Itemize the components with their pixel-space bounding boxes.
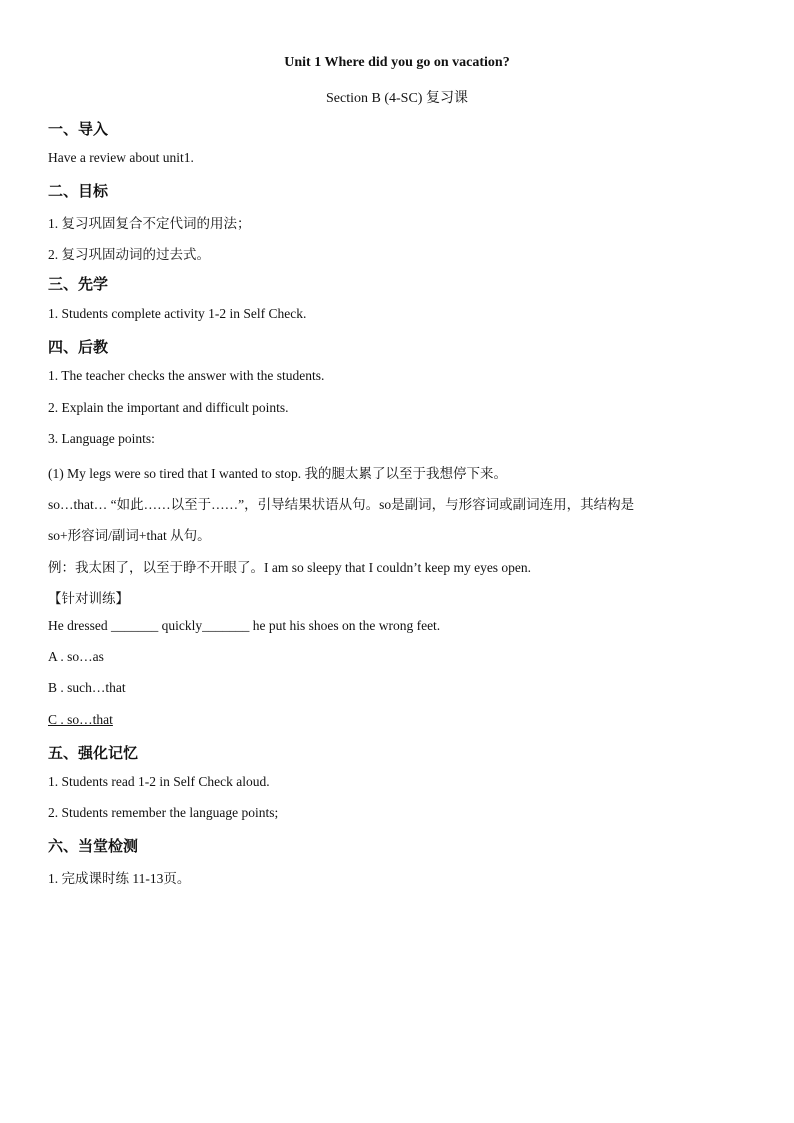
- option-b: B . such…that: [48, 680, 126, 695]
- question-line: He dressed _______ quickly_______ he put his shoes on the wrong feet.: [48, 618, 441, 633]
- option-c-answer: C . so…that: [48, 712, 113, 727]
- section-heading-3: 三、先学: [48, 275, 109, 293]
- text-line: 2. Students remember the language points;: [48, 805, 279, 820]
- text-line: 1. 完成课时练 11-13页。: [48, 871, 191, 886]
- text-line: so+形容词/副词+that 从句。: [48, 528, 211, 543]
- option-a: A . so…as: [48, 649, 104, 664]
- section-heading-6: 六、当堂检测: [48, 837, 139, 855]
- page-title: Unit 1 Where did you go on vacation?: [284, 55, 510, 70]
- text-line: (1) My legs were so tired that I wanted to stop. 我的腿太累了以至于我想停下来。: [48, 466, 507, 481]
- text-line: 3. Language points:: [48, 431, 155, 446]
- text-line: 1. The teacher checks the answer with the students.: [48, 368, 325, 383]
- text-line: 1. Students read 1-2 in Self Check aloud.: [48, 774, 270, 789]
- text-line: 1. Students complete activity 1-2 in Self Check.: [48, 306, 307, 321]
- practice-label: 【针对训练】: [48, 591, 129, 606]
- section-heading-2: 二、目标: [48, 182, 109, 200]
- text-line: 2. Explain the important and difficult points.: [48, 400, 289, 415]
- section-heading-5: 五、强化记忆: [48, 744, 139, 762]
- text-line: so…that… “如此……以至于……”，引导结果状语从句。so是副词，与形容词或副词连用，其结构是: [48, 497, 635, 512]
- page-subtitle: Section B (4-SC) 复习课: [326, 91, 468, 106]
- text-line: 2. 复习巩固动词的过去式。: [48, 247, 210, 262]
- text-line: Have a review about unit1.: [48, 150, 194, 165]
- text-line: 1. 复习巩固复合不定代词的用法；: [48, 216, 251, 231]
- section-heading-4: 四、后教: [48, 338, 109, 356]
- text-line: 例：我太困了，以至于睁不开眼了。I am so sleepy that I couldn’t keep my eyes open.: [48, 560, 532, 575]
- section-heading-1: 一、导入: [48, 120, 109, 138]
